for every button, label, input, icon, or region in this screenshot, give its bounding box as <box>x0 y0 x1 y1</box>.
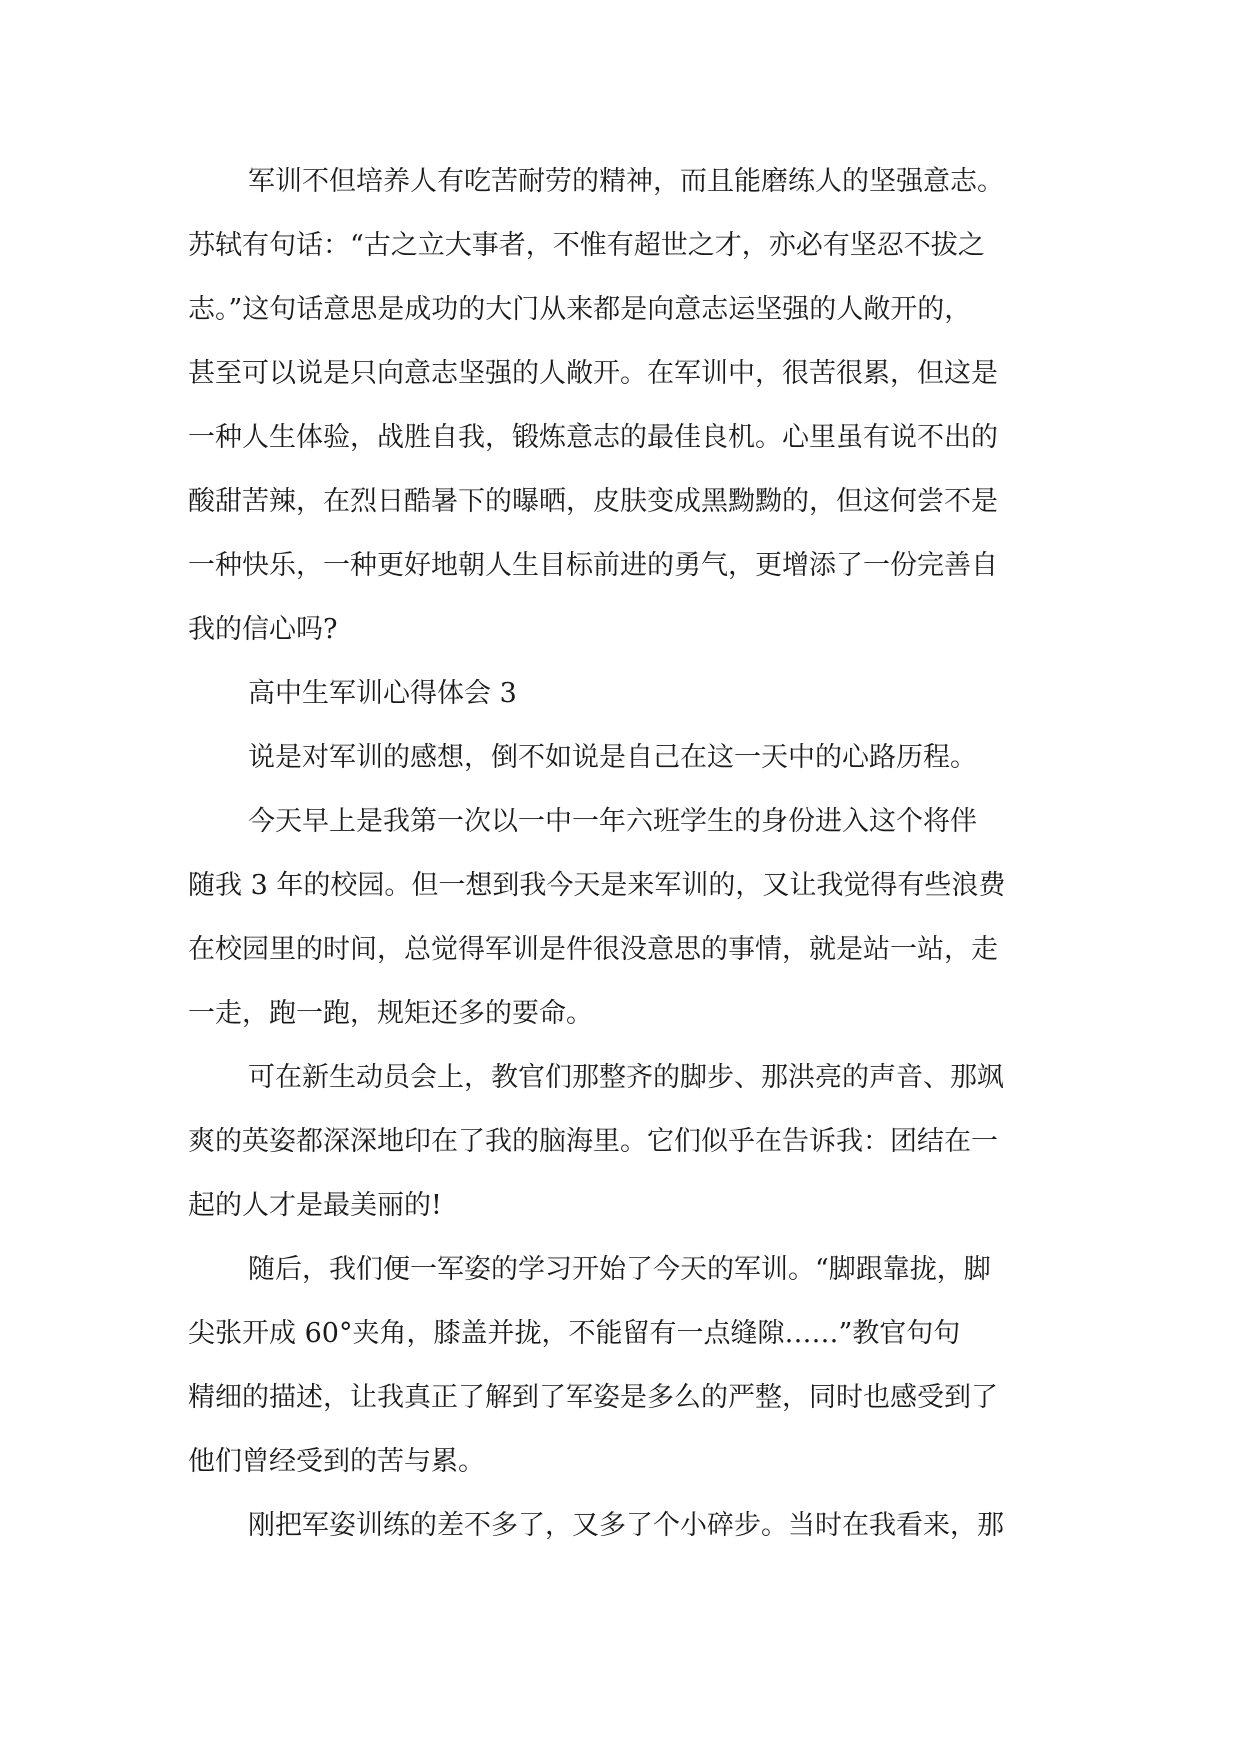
document-page <box>188 150 1068 1558</box>
paragraph-first-day <box>188 790 1068 1046</box>
text-line: 可在新生动员会上，教官们那整齐的脚步、那洪亮的声音、那飒 <box>248 1062 1004 1093</box>
text-line: 军训不但培养人有吃苦耐劳的精神，而且能磨练人的坚强意志。 <box>248 166 1004 197</box>
text-line: 我的信心吗? <box>188 614 338 645</box>
text-line: 精细的描述，让我真正了解到了军姿是多么的严整，同时也感受到了 <box>188 1382 998 1413</box>
paragraph-mobilization-meeting <box>188 1046 1068 1238</box>
text-line: 一种快乐，一种更好地朝人生目标前进的勇气，更增添了一份完善自 <box>188 550 998 581</box>
section-heading <box>188 662 1068 726</box>
text-line: 一种人生体验，战胜自我，锻炼意志的最佳良机。心里虽有说不出的 <box>188 422 998 453</box>
text-line: 志。”这句话意思是成功的大门从来都是向意志运坚强的人敞开的， <box>188 294 972 325</box>
text-line: 随后，我们便一军姿的学习开始了今天的军训。“脚跟靠拢，脚 <box>248 1254 991 1285</box>
text-line: 尖张开成 60°夹角，膝盖并拢，不能留有一点缝隙……”教官句句 <box>188 1318 961 1349</box>
paragraph-intro <box>188 726 1068 790</box>
text-line: 刚把军姿训练的差不多了，又多了个小碎步。当时在我看来，那 <box>248 1510 1004 1541</box>
paragraph-posture-training <box>188 1238 1068 1494</box>
text-line: 他们曾经受到的苦与累。 <box>188 1446 485 1477</box>
text-line: 说是对军训的感想，倒不如说是自己在这一天中的心路历程。 <box>248 742 977 773</box>
text-line: 一走，跑一跑，规矩还多的要命。 <box>188 998 593 1029</box>
paragraph-military-training-willpower <box>188 150 1068 662</box>
text-line: 在校园里的时间，总觉得军训是件很没意思的事情，就是站一站，走 <box>188 934 998 965</box>
text-line: 甚至可以说是只向意志坚强的人敞开。在军训中，很苦很累，但这是 <box>188 358 998 389</box>
text-line: 酸甜苦辣，在烈日酷暑下的曝晒，皮肤变成黑黝黝的，但这何尝不是 <box>188 486 998 517</box>
text-line: 今天早上是我第一次以一中一年六班学生的身份进入这个将伴 <box>248 806 977 837</box>
section-heading-text: 高中生军训心得体会 3 <box>248 678 517 709</box>
text-line: 爽的英姿都深深地印在了我的脑海里。它们似乎在告诉我：团结在一 <box>188 1126 998 1157</box>
text-line: 起的人才是最美丽的! <box>188 1190 442 1221</box>
paragraph-small-steps <box>188 1494 1068 1558</box>
text-line: 苏轼有句话：“古之立大事者，不惟有超世之才，亦必有坚忍不拔之 <box>188 230 985 261</box>
text-line: 随我 3 年的校园。但一想到我今天是来军训的，又让我觉得有些浪费 <box>188 870 1006 901</box>
